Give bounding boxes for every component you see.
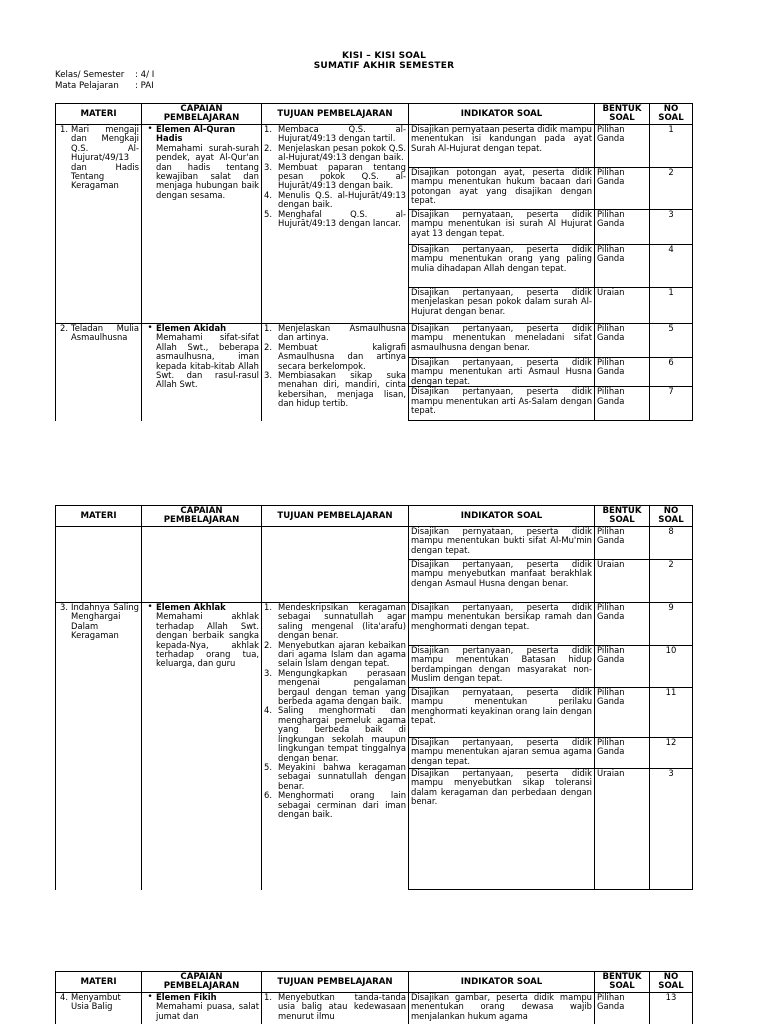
capaian-cell (142, 603, 262, 890)
col-bentuk: BENTUK SOAL (595, 104, 650, 125)
col-capaian: CAPAIAN PEMBELAJARAN (142, 506, 262, 527)
bentuk-cell: Pilihan Ganda (595, 358, 650, 387)
no-cell: 7 (650, 387, 693, 421)
col-bentuk: BENTUK SOAL (595, 972, 650, 993)
materi-text: Indahnya Saling Menghargai Dalam Keragaman (71, 602, 139, 641)
capaian-desc: Memahami akhlak terhadap Allah Swt. dengan berbaik sangka kepada-Nya, akhlak terhadap orang tua, keluarga, dan guru (156, 611, 259, 669)
capaian-heading: Elemen Al-Quran Hadis (156, 124, 236, 144)
no-cell: 3 (650, 210, 693, 245)
tujuan-item: 1. Menjelaskan Asmaulhusna dan artinya. (264, 323, 406, 343)
capaian-heading: Elemen Akidah (156, 323, 227, 333)
materi-number: 4. (60, 992, 68, 1002)
tujuan-item: 3. Membuat paparan tentang pesan pokok Q.S. al-Hujurāt/49:13 dengan baik. (264, 161, 406, 191)
col-no: NO SOAL (650, 104, 693, 125)
no-cell: 1 (650, 125, 693, 168)
meta-mapel-label: Mata Pelajaran (55, 81, 119, 91)
no-cell: 8 (650, 527, 693, 560)
indikator-cell: Disajikan pertanyaan, peserta didik mampu menentukan arti As-Salam dengan tepat. (409, 387, 595, 421)
tujuan-cell (262, 603, 409, 890)
materi-cell (56, 324, 142, 421)
no-cell: 4 (650, 245, 693, 288)
tujuan-item: 2. Menyebutkan ajaran kebaikan dari agama Islam dan agama selain Islam dengan tepat. (264, 639, 406, 669)
tujuan-item: 1. Menyebutkan tanda-tanda usia balig atau kedewasaan menurut ilmu (264, 992, 406, 1021)
tujuan-item: 1. Mendeskripsikan keragaman sebagai sunnatullah agar saling mengenal (lita'arafu) dengan benar. (264, 602, 406, 641)
col-tujuan: TUJUAN PEMBELAJARAN (262, 972, 409, 993)
tujuan-item: 4. Menulis Q.S. al-Hujurāt/49:13 dengan baik. (264, 189, 406, 210)
tujuan-item: 5. Meyakini bahwa keragaman sebagai sunnatullah dengan benar. (264, 761, 406, 791)
bentuk-cell: Pilihan Ganda (595, 646, 650, 688)
no-cell: 5 (650, 324, 693, 358)
bentuk-cell: Pilihan Ganda (595, 210, 650, 245)
materi-text: Menyambut Usia Balig (71, 992, 121, 1012)
capaian-cell (142, 527, 262, 603)
meta-kelas (55, 70, 154, 81)
bentuk-cell: Pilihan Ganda (595, 324, 650, 358)
col-no: NO SOAL (650, 972, 693, 993)
bentuk-cell: Pilihan Ganda (595, 993, 650, 1024)
bullet-icon: • (147, 602, 153, 612)
kisi-table-2 (55, 505, 693, 890)
bentuk-cell: Pilihan Ganda (595, 245, 650, 288)
bentuk-cell: Pilihan Ganda (595, 168, 650, 210)
no-cell: 12 (650, 738, 693, 769)
indikator-cell: Disajikan pertanyaan, peserta didik mampu menentukan bersikap ramah dan menghormati dengan tepat. (409, 603, 595, 646)
table-header-row (56, 506, 693, 527)
col-materi: MATERI (56, 104, 142, 125)
col-materi: MATERI (56, 506, 142, 527)
col-indikator: INDIKATOR SOAL (409, 104, 595, 125)
doc-subtitle: SUMATIF AKHIR SEMESTER (313, 61, 455, 71)
col-capaian: CAPAIAN PEMBELAJARAN (142, 972, 262, 993)
col-bentuk: BENTUK SOAL (595, 506, 650, 527)
indikator-cell: Disajikan pernyataan peserta didik mampu menentukan isi kandungan pada ayat Surah Al-Hujurat dengan tepat. (409, 125, 595, 168)
table-row (56, 993, 693, 1024)
tujuan-cell (262, 993, 409, 1024)
tujuan-item: 6. Menghormati orang lain sebagai cerminan dari iman dengan baik. (264, 790, 406, 819)
tujuan-cell (262, 324, 409, 421)
no-cell: 13 (650, 993, 693, 1024)
capaian-desc: Memahami sifat-sifat Allah Swt., beberapa asmaulhusna, iman kepada kitab-kitab Allah Swt. dan rasul-rasul Allah Swt. (156, 332, 259, 390)
bentuk-cell: Pilihan Ganda (595, 125, 650, 168)
indikator-cell: Disajikan pertanyaan, peserta didik mampu menentukan meneladani sifat asmaulhusna dengan benar. (409, 324, 595, 358)
meta-mapel (55, 81, 154, 92)
table-row (56, 527, 693, 560)
no-cell: 3 (650, 769, 693, 890)
table-row (56, 125, 693, 168)
no-cell: 11 (650, 688, 693, 738)
bentuk-cell: Pilihan Ganda (595, 688, 650, 738)
materi-number: 3. (60, 602, 68, 612)
indikator-cell: Disajikan pertanyaan, peserta didik mampu menyebutkan manfaat berakhlak dengan Asmaul Husna dengan benar. (409, 560, 595, 603)
col-tujuan: TUJUAN PEMBELAJARAN (262, 506, 409, 527)
bentuk-cell: Uraian (595, 288, 650, 324)
indikator-cell: Disajikan pertanyaan, peserta didik mampu menentukan arti Asmaul Husna dengan tepat. (409, 358, 595, 387)
capaian-heading: Elemen Akhlak (156, 602, 226, 612)
indikator-cell: Disajikan potongan ayat, peserta didik mampu menentukan hukum bacaan dari potongan ayat yang disajikan dengan tepat. (409, 168, 595, 210)
capaian-cell (142, 125, 262, 324)
materi-cell (56, 527, 142, 603)
bentuk-cell: Uraian (595, 560, 650, 603)
bullet-icon: • (147, 323, 153, 333)
bullet-icon: • (147, 124, 153, 134)
bentuk-cell: Pilihan Ganda (595, 387, 650, 421)
table-header-row (56, 104, 693, 125)
tujuan-cell (262, 527, 409, 603)
tujuan-item: 5. Menghafal Q.S. al-Hujurāt/49:13 dengan lancar. (264, 208, 406, 229)
indikator-cell: Disajikan pertanyaan, peserta didik mampu menentukan Batasan hidup berdampingan dengan masyarakat non-Muslim dengan tepat. (409, 646, 595, 688)
tujuan-item: 1. Membaca Q.S. al-Hujurat/49:13 dengan tartil. (264, 124, 406, 144)
col-capaian: CAPAIAN PEMBELAJARAN (142, 104, 262, 125)
capaian-heading: Elemen Fikih (156, 992, 217, 1002)
indikator-cell: Disajikan pertanyaan, peserta didik mampu menentukan ajaran semua agama dengan tepat. (409, 738, 595, 769)
indikator-cell: Disajikan gambar, peserta didik mampu menentukan orang dewasa wajib menjalankan hukum agama (409, 993, 595, 1024)
materi-number: 2. (60, 323, 68, 333)
tujuan-item: 3. Membiasakan sikap suka menahan diri, mandiri, cinta kebersihan, menjaga lisan, dan hidup tertib. (264, 370, 406, 409)
indikator-cell: Disajikan pernyataan, peserta didik mampu menentukan perilaku menghormati keyakinan orang lain dengan tepat. (409, 688, 595, 738)
capaian-cell (142, 324, 262, 421)
meta-kelas-label: Kelas/ Semester (55, 70, 125, 80)
col-no: NO SOAL (650, 506, 693, 527)
bullet-icon: • (147, 992, 153, 1002)
no-cell: 6 (650, 358, 693, 387)
no-cell: 9 (650, 603, 693, 646)
col-tujuan: TUJUAN PEMBELAJARAN (262, 104, 409, 125)
table-row (56, 603, 693, 646)
materi-cell (56, 993, 142, 1024)
no-cell: 10 (650, 646, 693, 688)
bentuk-cell: Pilihan Ganda (595, 527, 650, 560)
indikator-cell: Disajikan pernyataan, peserta didik mampu menentukan isi surah Al Hujurat ayat 13 dengan tepat. (409, 210, 595, 245)
no-cell: 2 (650, 560, 693, 603)
tujuan-item: 3. Mengungkapkan perasaan mengenai pengalaman bergaul dengan teman yang berbeda agama dengan baik. (264, 667, 406, 707)
materi-cell (56, 603, 142, 890)
materi-cell (56, 125, 142, 324)
indikator-cell: Disajikan pernyataan, peserta didik mampu menentukan bukti sifat Al-Mu'min dengan tepat. (409, 527, 595, 560)
kisi-table-1 (55, 103, 693, 421)
meta-mapel-value: : PAI (135, 81, 154, 91)
capaian-desc: Memahami puasa, salat jumat dan (156, 1001, 259, 1021)
table-header-row (56, 972, 693, 993)
bentuk-cell: Pilihan Ganda (595, 603, 650, 646)
meta-kelas-value: : 4/ I (135, 70, 155, 80)
materi-text: Mari mengaji dan Mengkaji Q.S. Al-Hujurat/49/13 dan Hadis Tentang Keragaman (71, 124, 139, 191)
kisi-table-3 (55, 971, 693, 1024)
capaian-desc: Memahami surah-surah pendek, ayat Al-Qur'an dan hadis tentang kewajiban salat dan menjaga hubungan baik dengan sesama. (156, 142, 259, 200)
indikator-cell: Disajikan pertanyaan, peserta didik mampu menentukan orang yang paling mulia dihadapan Allah dengan tepat. (409, 245, 595, 288)
col-materi: MATERI (56, 972, 142, 993)
indikator-cell: Disajikan pertanyaan, peserta didik menjelaskan pesan pokok dalam surah Al-Hujurat dengan benar. (409, 288, 595, 324)
tujuan-item: 2. Membuat kaligrafi Asmaulhusna dan artinya secara berkelompok. (264, 341, 406, 371)
capaian-cell (142, 993, 262, 1024)
table-row (56, 324, 693, 358)
doc-title: KISI – KISI SOAL (342, 51, 426, 61)
indikator-cell: Disajikan pertanyaan, peserta didik mampu menyebutkan sikap toleransi dalam keragaman dan perbedaan dengan benar. (409, 769, 595, 890)
tujuan-item: 2. Menjelaskan pesan pokok Q.S. al-Hujurat/49:13 dengan baik. (264, 142, 406, 163)
no-cell: 1 (650, 288, 693, 324)
col-indikator: INDIKATOR SOAL (409, 972, 595, 993)
materi-number: 1. (60, 124, 68, 134)
materi-text: Teladan Mulia Asmaulhusna (71, 323, 139, 343)
no-cell: 2 (650, 168, 693, 210)
tujuan-item: 4. Saling menghormati dan menghargai pemeluk agama yang berbeda baik di lingkungan sekolah maupun lingkungan tempat tinggalnya dengan benar. (264, 705, 406, 763)
col-indikator: INDIKATOR SOAL (409, 506, 595, 527)
bentuk-cell: Uraian (595, 769, 650, 890)
tujuan-cell (262, 125, 409, 324)
bentuk-cell: Pilihan Ganda (595, 738, 650, 769)
